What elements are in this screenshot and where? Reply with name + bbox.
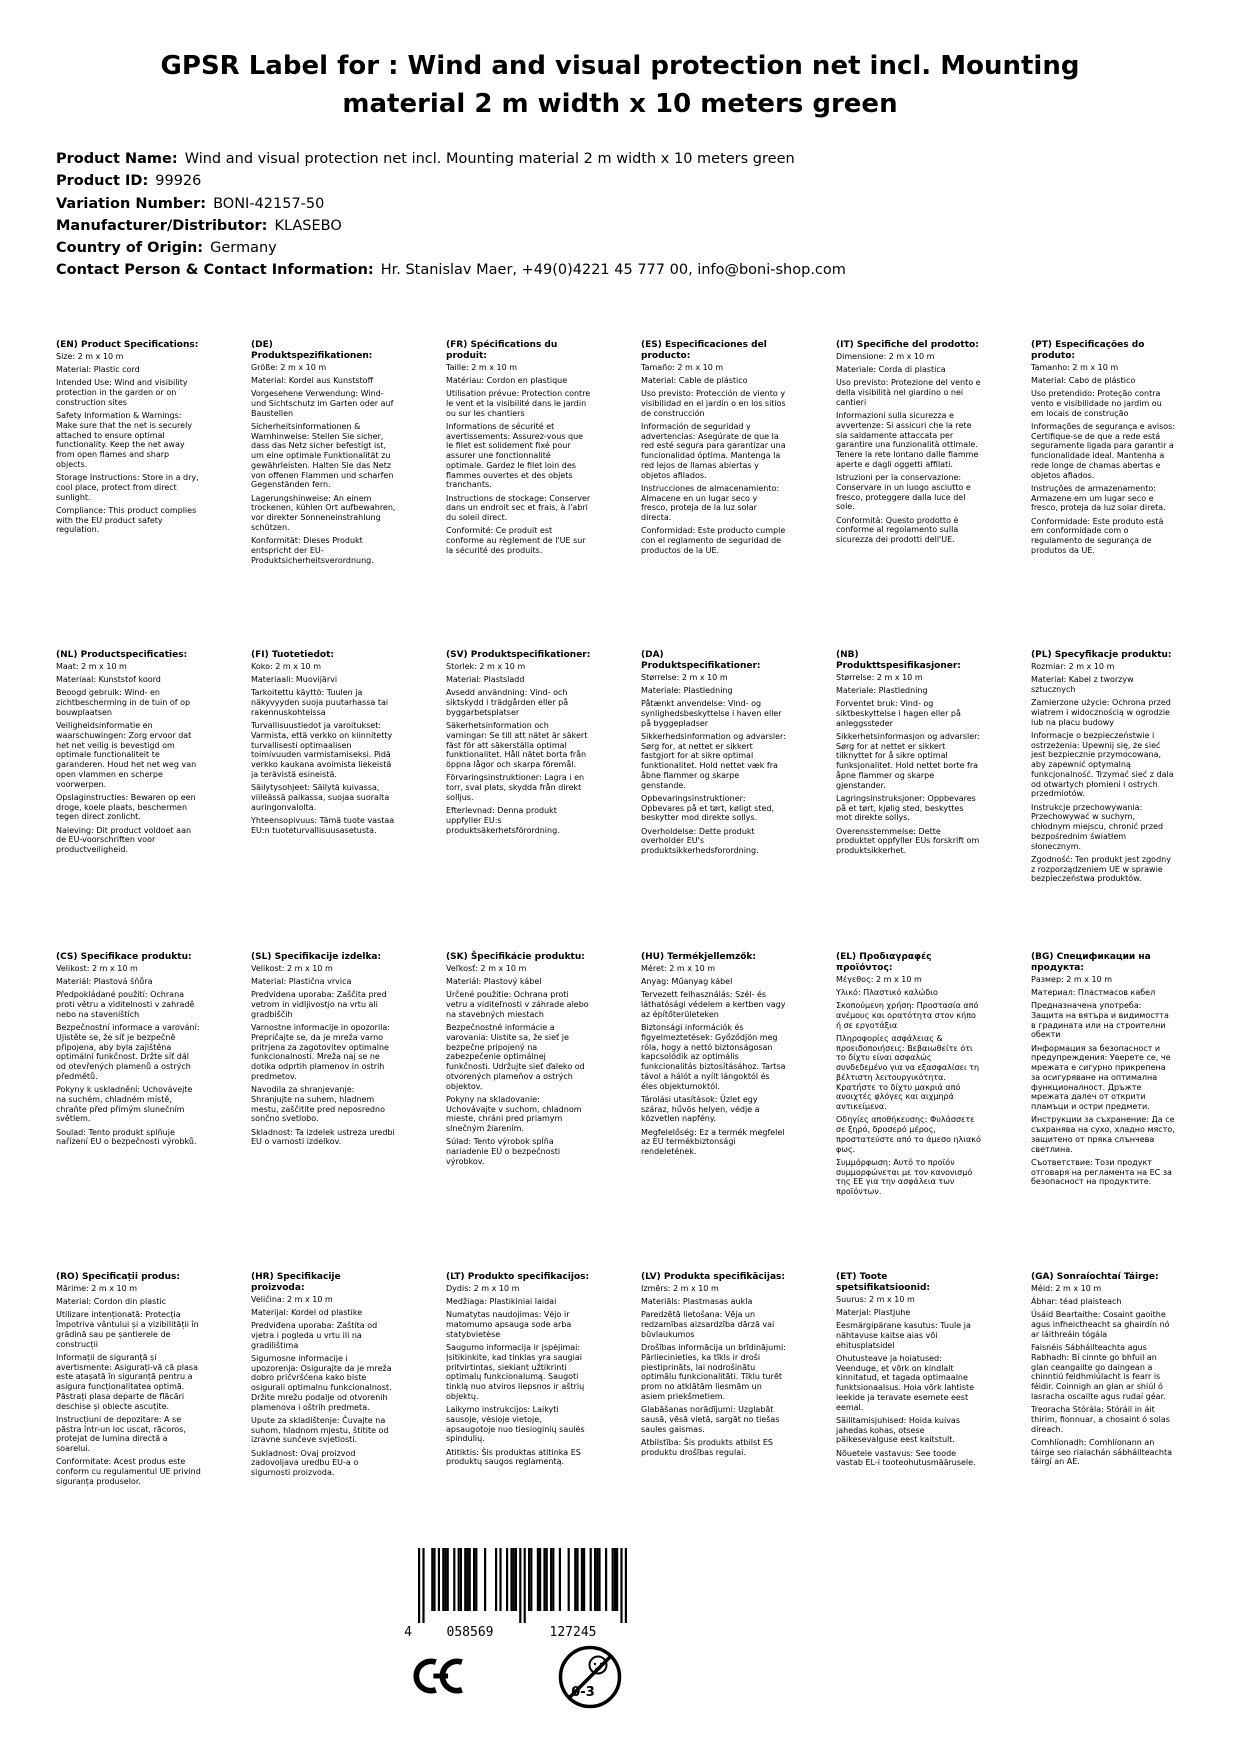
spec-block-ga xyxy=(1031,1272,1176,1471)
spec-paragraph: Materiale: Plastledning xyxy=(641,685,733,695)
spec-title: (GA) Sonraíochtaí Táirge: xyxy=(1031,1272,1159,1282)
barcode-left-digit: 4 xyxy=(404,1625,412,1640)
spec-paragraph: Laikymo instrukcijos: Laikyti sausoje, vėsioje vietoje, apsaugotoje nuo tiesioginių saulės spindulių. xyxy=(446,1405,585,1444)
ce-mark-icon xyxy=(404,1658,466,1698)
spec-paragraph: Utilisation prévue: Protection contre le vent et la visibilité dans le jardin ou sur les chantiers xyxy=(446,389,591,418)
spec-paragraph: Material: Kordel aus Kunststoff xyxy=(251,375,374,385)
spec-paragraph: Storage Instructions: Store in a dry, cool place, protect from direct sunlight. xyxy=(56,473,199,502)
spec-paragraph: Koko: 2 m x 10 m xyxy=(251,661,321,671)
spec-paragraph: Predviđena uporaba: Zaštita od vjetra i pogleda u vrtu ili na gradilištima xyxy=(251,1321,378,1350)
spec-paragraph: Numatytas naudojimas: Vėjo ir matomumo apsauga sode arba statybvietėse xyxy=(446,1310,572,1339)
spec-paragraph: Sikkerhetsinformasjon og advarsler: Sørg for at nettet er sikkert tilknyttet for å sikre optimal funksjonalitet. Hold nettet borte fra åpne flammer og skarpe gjenstander. xyxy=(836,731,980,790)
spec-paragraph: Taille: 2 m x 10 m xyxy=(446,362,518,372)
spec-paragraph: Istruzioni per la conservazione: Conservare in un luogo asciutto e fresco, proteggere dalla luce del sole. xyxy=(836,473,971,512)
spec-paragraph: Vorgesehene Verwendung: Wind- und Sichtschutz im Garten oder auf Baustellen xyxy=(251,389,394,418)
spec-title: (SL) Specifikacije izdelka: xyxy=(251,952,382,962)
spec-block-sl xyxy=(251,952,396,1151)
spec-paragraph: Atbilstība: Šis produkts atbilst ES produktu drošības regulai. xyxy=(641,1437,774,1457)
spec-paragraph: Materiál: Plastová šňůra xyxy=(56,977,153,987)
spec-paragraph: Mărime: 2 m x 10 m xyxy=(56,1283,138,1293)
spec-paragraph: Predvidena uporaba: Zaščita pred vetrom in vidljivostjo na vrtu ali gradbiščih xyxy=(251,990,387,1019)
spec-paragraph: Lagerungshinweise: An einem trockenen, kühlen Ort aufbewahren, vor direkter Sonneneinstrahlung schützen. xyxy=(251,493,396,532)
spec-paragraph: Informations de sécurité et avertissements: Assurez-vous que le filet est solidement fixé pour assurer une fonctionnalité optimale. Gardez le filet loin des flammes ouvertes et des objets tranchants. xyxy=(446,421,584,490)
spec-paragraph: Materiaal: Kunststof koord xyxy=(56,675,161,685)
spec-paragraph: Bezpečnostné informácie a varovania: Uistite sa, že sieť je bezpečne pripojený na zabezpečenie optimálnej funkčnosti. Udržujte sieť ďaleko od otvorených plameňov a ostrých objektov. xyxy=(446,1023,585,1091)
spec-block-el xyxy=(836,952,981,1200)
spec-paragraph: Instrucciones de almacenamiento: Almacene en un lugar seco y fresco, proteja de la luz solar directa. xyxy=(641,483,780,523)
spec-paragraph: Určené použitie: Ochrana proti vetru a viditeľnosti v záhrade alebo na stavebných miestach xyxy=(446,990,589,1019)
spec-paragraph: Avsedd användning: Vind- och siktskydd i trädgården eller på byggarbetsplatser xyxy=(446,688,569,717)
spec-paragraph: Materjal: Plastjuhe xyxy=(836,1307,911,1317)
spec-block-hu xyxy=(641,952,786,1160)
spec-paragraph: Material: Cable de plástico xyxy=(641,375,748,385)
spec-block-sk xyxy=(446,952,591,1170)
spec-paragraph: Instrucțiuni de depozitare: A se păstra într-un loc uscat, răcoros, protejat de lumina directă a soarelui. xyxy=(56,1414,186,1454)
spec-paragraph: Materiał: Kabel z tworzyw sztucznych xyxy=(1031,675,1134,694)
spec-title: (IT) Specifiche del prodotto: xyxy=(836,340,979,350)
spec-paragraph: Påtænkt anvendelse: Vind- og synlighedsbeskyttelse i haven eller på byggepladser xyxy=(641,699,782,728)
spec-row-2 xyxy=(56,650,1176,888)
barcode-group2: 127245 xyxy=(549,1625,597,1640)
spec-paragraph: Förvaringsinstruktioner: Lagra i en torr, sval plats, skydda från direkt solljus. xyxy=(446,773,585,802)
spec-paragraph: Πληροφορίες ασφάλειας & προειδοποιήσεις: Βεβαιωθείτε ότι το δίχτυ είναι ασφαλώς συνδεδεμένο για να εξασφαλίσει τη βέλτιστη λειτουργικότητα. Κρατήστε το δίχτυ μακριά από ανοιχτές φλόγες και αιχμηρά αντικείμενα. xyxy=(836,1033,980,1112)
spec-paragraph: Turvallisuustiedot ja varoitukset: Varmista, että verkko on kiinnitetty turvallisesti optimaalisen toimivuuden varmistamiseksi. Pidä verkko kaukana avoimista liekeistä ja terävistä esineistä. xyxy=(251,721,393,779)
spec-paragraph: Sigurnosne informacije i upozorenja: Osigurajte da je mreža dobro pričvršćena kako biste osigurali optimalnu funkcionalnost. Držite mrežu podalje od otvorenih plamenova i oštrih predmeta. xyxy=(251,1353,392,1412)
spec-paragraph: Nõuetele vastavus: See toode vastab EL-i tooteohutusmäärusele. xyxy=(836,1448,976,1468)
meta-label: Product ID: xyxy=(56,173,149,190)
spec-block-et xyxy=(836,1272,981,1472)
spec-title: (DE) Produktspezifikationen: xyxy=(251,340,373,361)
spec-paragraph: Opbevaringsinstruktioner: Opbevares på et tørt, køligt sted, beskytter mod direkte sollys. xyxy=(641,793,775,823)
spec-block-lv xyxy=(641,1272,786,1461)
spec-paragraph: Faisnéis Sábháilteachta agus Rabhadh: Bí cinnte go bhfuil an glan ceangailte go daingean a chinntiú feidhmiúlacht is fearr is féidir. Coinnigh an glan ar shiúl ó lasracha oscailte agus rudaí géar. xyxy=(1031,1343,1166,1401)
spec-paragraph: Materiál: Plastový kábel xyxy=(446,977,542,987)
spec-block-pl xyxy=(1031,650,1176,888)
spec-title: (FR) Spécifications du produit: xyxy=(446,340,558,361)
meta-value: Hr. Stanislav Maer, +49(0)4221 45 777 00, info@boni-shop.com xyxy=(380,262,846,279)
meta-label: Product Name: xyxy=(56,151,178,167)
spec-title: (NL) Productspecificaties: xyxy=(56,650,188,660)
spec-title: (NB) Produkttspesifikasjoner: xyxy=(836,650,961,671)
spec-paragraph: Medžiaga: Plastikiniai laidai xyxy=(446,1297,557,1307)
spec-paragraph: Uso pretendido: Proteção contra vento e visibilidade no jardim ou em locais de construção xyxy=(1031,389,1162,418)
meta-label: Manufacturer/Distributor: xyxy=(56,217,268,234)
spec-block-hr xyxy=(251,1272,396,1481)
meta-value: Wind and visual protection net incl. Mounting material 2 m width x 10 meters green xyxy=(184,151,795,167)
spec-block-it xyxy=(836,340,981,548)
spec-paragraph: Izmērs: 2 m x 10 m xyxy=(641,1283,719,1293)
spec-paragraph: Informacje o bezpieczeństwie i ostrzeżenia: Upewnij się, że sieć jest bezpiecznie przymocowana, aby zapewnić optymalną funkcjonalność. Trzymać sieć z dala od otwartych płomieni i ostrych przedmiotów. xyxy=(1031,730,1174,799)
spec-paragraph: Ohutusteave ja hoiatused: Veenduge, et võrk on kindlalt kinnitatud, et tagada optimaalne funktsionaalsus. Hoia võrk lahtiste leekide ja teravate esemete eest eemal. xyxy=(836,1353,975,1412)
spec-title: (CS) Specifikace produktu: xyxy=(56,952,192,962)
spec-paragraph: Veľkosť: 2 m x 10 m xyxy=(446,963,527,973)
spec-paragraph: Velikost: 2 m x 10 m xyxy=(56,963,138,973)
spec-paragraph: Eesmärgipärane kasutus: Tuule ja nähtavuse kaitse aias või ehitusplatsidel xyxy=(836,1321,971,1350)
barcode-group1: 058569 xyxy=(446,1625,494,1640)
spec-paragraph: Tamaño: 2 m x 10 m xyxy=(641,362,724,372)
spec-paragraph: Atitiktis: Šis produktas atitinka ES produktų saugos reglamentą. xyxy=(446,1447,581,1467)
spec-title: (ET) Toote spetsifikatsioonid: xyxy=(836,1272,931,1293)
spec-block-ro xyxy=(56,1272,201,1490)
spec-paragraph: Υλικό: Πλαστικό καλώδιο xyxy=(836,987,938,997)
page-title: GPSR Label for : Wind and visual protection net incl. Mounting material 2 m width x 10 meters green xyxy=(160,51,1080,119)
spec-paragraph: Material: Plastična vrvica xyxy=(251,977,352,987)
spec-paragraph: Varnostne informacije in opozorila: Prepričajte se, da je mreža varno pritrjena za zagotovitev optimalne funkcionalnosti. Mreža naj se ne dotika odprtih plamenov in ostrih predmetov. xyxy=(251,1023,390,1081)
spec-paragraph: Konformität: Dieses Produkt entspricht der EU-Produktsicherheitsverordnung. xyxy=(251,536,374,565)
spec-paragraph: Информация за безопасност и предупреждения: Уверете се, че мрежата е сигурно прикрепена за осигуряване на оптимална функционалност. Дръжте мрежата далеч от открити пламъци и остри предмети. xyxy=(1031,1043,1171,1112)
spec-paragraph: Conformitate: Acest produs este conform cu regulamentul UE privind siguranța produselor. xyxy=(56,1457,201,1486)
spec-paragraph: Anyag: Műanyag kábel xyxy=(641,977,733,987)
spec-title: (BG) Спецификации на продукта: xyxy=(1031,952,1151,973)
spec-paragraph: Comhlíonadh: Comhlíonann an táirge seo rialachán sábháilteachta táirgí an AE. xyxy=(1031,1437,1173,1467)
meta-contact xyxy=(56,259,1156,281)
spec-paragraph: Размер: 2 m x 10 m xyxy=(1031,974,1113,984)
spec-paragraph: Forventet bruk: Vind- og siktbeskyttelse i hagen eller på anleggssteder xyxy=(836,699,961,728)
spec-paragraph: Suurus: 2 m x 10 m xyxy=(836,1294,915,1304)
spec-paragraph: Navodila za shranjevanje: Shranjujte na suhem, hladnem mestu, zaščitite pred neposredno sončno svetlobo. xyxy=(251,1085,385,1124)
spec-paragraph: Zamierzone użycie: Ochrona przed wiatrem i widocznością w ogrodzie lub na placu budowy xyxy=(1031,698,1171,727)
spec-title: (ES) Especificaciones del producto: xyxy=(641,340,767,361)
spec-paragraph: Velikost: 2 m x 10 m xyxy=(251,963,333,973)
spec-paragraph: Tarkoitettu käyttö: Tuulen ja näkyvyyden suoja puutarhassa tai rakennuskohteissa xyxy=(251,688,389,717)
spec-paragraph: Treoracha Stórála: Stóráil in áit thirim, fionnuar, a chosaint ó solas díreach. xyxy=(1031,1405,1170,1434)
spec-paragraph: Størrelse: 2 m x 10 m xyxy=(836,672,923,682)
spec-paragraph: Maat: 2 m x 10 m xyxy=(56,661,127,671)
spec-block-es xyxy=(641,340,786,559)
ean-barcode xyxy=(402,1548,642,1640)
meta-label: Country of Origin: xyxy=(56,240,204,257)
spec-paragraph: Informazioni sulla sicurezza e avvertenze: Si assicuri che la rete sia saldamente attaccata per garantire una funzionalità ottimale. Tenere la rete lontano dalle fiamme aperte e dagli oggetti affilati. xyxy=(836,411,979,469)
spec-block-da xyxy=(641,650,786,859)
spec-title: (PT) Especificações do produto: xyxy=(1031,340,1145,361)
spec-paragraph: Material: Cordon din plastic xyxy=(56,1297,166,1307)
spec-paragraph: Предназначена употреба: Защита на вятъра и видимостта в градината или на строителни обекти xyxy=(1031,1001,1169,1040)
meta-manufacturer xyxy=(56,215,1156,237)
meta-value: Germany xyxy=(210,240,277,257)
spec-block-nl xyxy=(56,650,201,858)
spec-paragraph: Instruções de armazenamento: Armazene em um lugar seco e fresco, proteja da luz solar direta. xyxy=(1031,483,1166,513)
spec-paragraph: Úsáid Beartaithe: Cosaint gaoithe agus infheictheacht sa ghairdín nó ar láithreáin tógála xyxy=(1031,1310,1170,1339)
spec-paragraph: Informații de siguranță și avertismente: Asigurați-vă că plasa este atașată în siguranță pentru a asigura funcționalitatea optimă. Păstrați plasa departe de flăcări deschise și obiecte ascuțite. xyxy=(56,1352,198,1411)
spec-paragraph: Dydis: 2 m x 10 m xyxy=(446,1283,520,1293)
spec-paragraph: Glabāšanas norādījumi: Uzglabāt sausā, vēsā vietā, sargāt no tiešas saules gaismas. xyxy=(641,1405,780,1434)
spec-title: (LV) Produkta specifikācijas: xyxy=(641,1272,785,1282)
spec-paragraph: Předpokládané použití: Ochrana proti větru a viditelnosti v zahradě nebo na staveništích xyxy=(56,990,195,1019)
spec-paragraph: Material: Plastic cord xyxy=(56,365,140,375)
spec-paragraph: Οδηγίες αποθήκευσης: Φυλάσσετε σε ξηρό, δροσερό μέρος, προστατεύστε από το άμεσο ηλιακό φως. xyxy=(836,1115,981,1154)
spec-block-lt xyxy=(446,1272,591,1471)
spec-paragraph: Sikkerhedsinformation og advarsler: Sørg for, at nettet er sikkert fastgjort for at sikre optimal funktionalitet. Hold nettet væk fra åbne flammer og skarpe genstande. xyxy=(641,731,786,790)
spec-block-de xyxy=(251,340,396,569)
spec-block-sv xyxy=(446,650,591,839)
spec-paragraph: Storlek: 2 m x 10 m xyxy=(446,661,526,671)
spec-title: (HR) Specifikacije proizvoda: xyxy=(251,1272,341,1293)
spec-paragraph: Materijal: Kordel od plastike xyxy=(251,1307,363,1317)
spec-paragraph: Méret: 2 m x 10 m xyxy=(641,963,715,973)
spec-paragraph: Lagringsinstruksjoner: Oppbevares på et tørt, kjølig sted, beskyttes mot direkte sollys. xyxy=(836,793,976,823)
spec-paragraph: Instrukcje przechowywania: Przechowywać w suchym, chłodnym miejscu, chronić przed bezpośrednim światłem słonecznym. xyxy=(1031,802,1164,851)
spec-paragraph: Material: Cabo de plástico xyxy=(1031,375,1136,385)
spec-row-4 xyxy=(56,1272,1176,1490)
spec-paragraph: Størrelse: 2 m x 10 m xyxy=(641,672,728,682)
spec-title: (LT) Produkto specifikacijos: xyxy=(446,1272,590,1282)
spec-paragraph: Материал: Пластмасов кабел xyxy=(1031,987,1156,997)
spec-paragraph: Saugumo informacija ir įspėjimai: Įsitikinkite, kad tinklas yra saugiai pritvirtintas, siekiant užtikrinti optimalų funkcionalumą. Saugoti tinklą nuo atviros liepsnos ir aštrių objektų. xyxy=(446,1343,585,1401)
spec-paragraph: Méid: 2 m x 10 m xyxy=(1031,1283,1102,1293)
spec-paragraph: Soulad: Tento produkt splňuje nařízení EU o bezpečnosti výrobků. xyxy=(56,1127,197,1147)
spec-paragraph: Beoogd gebruik: Wind- en zichtbescherming in de tuin of op bouwplaatsen xyxy=(56,688,191,717)
spec-paragraph: Instructions de stockage: Conserver dans un endroit sec et frais, à l'abri du soleil direct. xyxy=(446,493,591,523)
spec-paragraph: Biztonsági információk és figyelmeztetések: Győződjön meg róla, hogy a nettó biztonságosan kapcsolódik az optimális funkcionalitás biztosításához. Tartsa távol a hálót a nyílt lángoktól és éles objektumoktól. xyxy=(641,1023,786,1091)
spec-paragraph: Säilitamisjuhised: Hoida kuivas jahedas kohas, otsese päikesevalguse eest kaitstult. xyxy=(836,1415,961,1445)
spec-paragraph: Utilizare intenționată: Protecția împotriva vântului și a vizibilității în grădină sau pe șantierele de construcții xyxy=(56,1310,199,1349)
spec-paragraph: Overholdelse: Dette produkt overholder EU's produktsikkerhedsforordning. xyxy=(641,826,759,856)
spec-paragraph: Pokyny na skladovanie: Uchovávajte v suchom, chladnom mieste, chráni pred priamym slnečným žiarením. xyxy=(446,1094,582,1134)
spec-paragraph: Veiligheidsinformatie en waarschuwingen: Zorg ervoor dat het net veilig is bevestigd om optimale functionaliteit te garanderen. Houd het net weg van open vlammen en scherpe voorwerpen. xyxy=(56,721,197,789)
age-warning-text: 0-3 xyxy=(571,1685,595,1700)
spec-title: (DA) Produktspecifikationer: xyxy=(641,650,761,671)
spec-paragraph: Bezpečnostní informace a varování: Ujistěte se, že síť je bezpečně připojena, aby byla zajištěna optimální funkčnost. Držte síť dál od otevřených plamenů a ostrých předmětů. xyxy=(56,1023,200,1081)
spec-paragraph: Conformidad: Este producto cumple con el reglamento de seguridad de productos de la UE. xyxy=(641,526,786,555)
spec-paragraph: Naleving: Dit product voldoet aan de EU-voorschriften voor productveiligheid. xyxy=(56,825,192,855)
meta-product-name xyxy=(56,148,1156,170)
spec-paragraph: Tervezett felhasználás: Szél- és láthatósági védelem a kertben vagy az építőterületeken xyxy=(641,990,786,1019)
spec-paragraph: Säilytysohjeet: Säilytä kuivassa, viileässä paikassa, suojaa suoralta auringonvalolta. xyxy=(251,783,390,812)
spec-title: (FI) Tuotetiedot: xyxy=(251,650,335,660)
spec-paragraph: Materiale: Corda di plastica xyxy=(836,365,946,375)
spec-paragraph: Megfelelőség: Ez a termék megfelel az EU termékbiztonsági rendeletének. xyxy=(641,1127,785,1157)
spec-paragraph: Compliance: This product complies with the EU product safety regulation. xyxy=(56,505,197,535)
meta-value: KLASEBO xyxy=(274,217,342,234)
spec-paragraph: Tárolási utasítások: Üzlet egy száraz, hűvös helyen, védje a közvetlen napfény. xyxy=(641,1094,760,1124)
spec-paragraph: Materiale: Plastledning xyxy=(836,685,928,695)
spec-row-1 xyxy=(56,340,1176,569)
spec-paragraph: Opslaginstructies: Bewaren op een droge, koele plaats, beschermen tegen direct zonlicht. xyxy=(56,792,196,822)
spec-paragraph: Conformidade: Este produto está em conformidade com o regulamento de segurança de produtos da UE. xyxy=(1031,516,1164,555)
meta-variation-number xyxy=(56,193,1156,215)
spec-paragraph: Sukladnost: Ovaj proizvod zadovoljava uredbu EU-a o sigurnosti proizvoda. xyxy=(251,1448,359,1478)
spec-paragraph: Información de seguridad y advertencias: Asegúrate de que la red esté segura para garantizar una funcionalidad óptima. Mantenga la red lejos de llamas abiertas y objetos afilados. xyxy=(641,421,786,480)
meta-value: BONI-42157-50 xyxy=(213,195,325,212)
spec-paragraph: Veličina: 2 m x 10 m xyxy=(251,1294,333,1304)
spec-paragraph: Conformità: Questo prodotto è conforme al regolamento sulla sicurezza dei prodotti dell'UE. xyxy=(836,515,959,545)
spec-paragraph: Säkerhetsinformation och varningar: Se till att nätet är säkert fäst för att säkerställa optimal funktionalitet. Håll nätet borta från öppna lågor och skarpa föremål. xyxy=(446,721,588,770)
spec-paragraph: Σκοπούμενη χρήση: Προστασία από ανέμους και ορατότητα στον κήπο ή σε εργοτάξια xyxy=(836,1001,979,1030)
barcode-bars xyxy=(418,1548,627,1623)
spec-block-en xyxy=(56,340,201,539)
spec-paragraph: Инструкции за съхранение: Да се съхранява на сухо, хладно място, защитено от пряка слънчева светлина. xyxy=(1031,1115,1175,1154)
spec-title: (SK) Špecifikácie produktu: xyxy=(446,952,585,962)
spec-paragraph: Съответствие: Този продукт отговаря на регламента на ЕС за безопасност на продуктите. xyxy=(1031,1157,1172,1187)
spec-paragraph: Matériau: Cordon en plastique xyxy=(446,375,568,385)
spec-paragraph: Informações de segurança e avisos: Certifique-se de que a rede está seguramente ligada para garantir a funcionalidade ideal. Mantenha a rede longe de chamas abertas e objetos afiados. xyxy=(1031,421,1176,480)
spec-paragraph: Size: 2 m x 10 m xyxy=(56,351,124,361)
meta-country-of-origin xyxy=(56,237,1156,259)
spec-paragraph: Intended Use: Wind and visibility protection in the garden or on construction sites xyxy=(56,378,188,407)
spec-paragraph: Skladnost: Ta izdelek ustreza uredbi EU o varnosti izdelkov. xyxy=(251,1127,395,1147)
spec-paragraph: Dimensione: 2 m x 10 m xyxy=(836,351,935,361)
spec-row-3 xyxy=(56,952,1176,1200)
spec-paragraph: Tamanho: 2 m x 10 m xyxy=(1031,362,1119,372)
meta-product-id xyxy=(56,170,1156,192)
meta-value: 99926 xyxy=(155,173,202,190)
spec-paragraph: Efterlevnad: Denna produkt uppfyller EU:s produktsäkerhetsförordning. xyxy=(446,806,560,835)
spec-paragraph: Zgodność: Ten produkt jest zgodny z rozporządzeniem UE w sprawie bezpieczeństwa produktów. xyxy=(1031,854,1171,884)
spec-title: (EN) Product Specifications: xyxy=(56,340,199,350)
meta-label: Contact Person & Contact Information: xyxy=(56,262,374,279)
spec-paragraph: Overensstemmelse: Dette produktet oppfyller EUs forskrift om produktsikkerhet. xyxy=(836,826,980,856)
spec-block-cs xyxy=(56,952,201,1151)
spec-paragraph: Sicherheitsinformationen & Warnhinweise: Stellen Sie sicher, dass das Netz sicher befestigt ist, um eine optimale Funktionalität zu gewährleisten. Halten Sie das Netz von offenen Flammen und scharfen Gegenständen fern. xyxy=(251,421,394,490)
spec-paragraph: Material: Plastsladd xyxy=(446,675,525,685)
spec-paragraph: Súlad: Tento výrobok spĺňa nariadenie EÚ o bezpečnosti výrobkov. xyxy=(446,1137,561,1166)
spec-title: (HU) Termékjellemzők: xyxy=(641,952,757,962)
spec-block-pt xyxy=(1031,340,1176,559)
spec-paragraph: Ábhar: téad plaisteach xyxy=(1031,1297,1122,1307)
spec-paragraph: Paredzētā lietošana: Vēja un redzamības aizsardzība dārzā vai būvlaukumos xyxy=(641,1310,775,1339)
spec-paragraph: Pokyny k uskladnění: Uchovávejte na suchém, chladném místě, chraňte před přímým slunečním světlem. xyxy=(56,1085,193,1124)
spec-block-nb xyxy=(836,650,981,859)
spec-paragraph: Safety Information & Warnings: Make sure that the net is securely attached to ensure optimal functionality. Keep the net away from open flames and sharp objects. xyxy=(56,411,193,469)
meta-label: Variation Number: xyxy=(56,195,207,212)
spec-block-fr xyxy=(446,340,591,559)
spec-paragraph: Conformité: Ce produit est conforme au règlement de l'UE sur la sécurité des produits. xyxy=(446,526,586,555)
age-warning-0-3-icon xyxy=(557,1644,623,1714)
spec-paragraph: Συμμόρφωση: Αυτό το προϊόν συμμορφώνεται με τον κανονισμό της ΕΕ για την ασφάλεια των προϊόντων. xyxy=(836,1157,973,1197)
spec-block-fi xyxy=(251,650,396,839)
spec-title: (EL) Προδιαγραφές προϊόντος: xyxy=(836,952,932,973)
spec-title: (PL) Specyfikacje produktu: xyxy=(1031,650,1172,660)
spec-paragraph: Upute za skladištenje: Čuvajte na suhom, hladnom mjestu, štitite od izravne sunčeve svjetlosti. xyxy=(251,1415,389,1445)
spec-paragraph: Materiāls: Plastmasas aukla xyxy=(641,1297,753,1307)
spec-paragraph: Uso previsto: Protezione del vento e della visibilità nel giardino o nei cantieri xyxy=(836,378,981,407)
spec-title: (RO) Specificații produs: xyxy=(56,1272,180,1282)
spec-paragraph: Größe: 2 m x 10 m xyxy=(251,362,327,372)
spec-paragraph: Materiaali: Muovijärvi xyxy=(251,675,338,685)
spec-paragraph: Μέγεθος: 2 m x 10 m xyxy=(836,974,922,984)
spec-paragraph: Yhteensopivuus: Tämä tuote vastaa EU:n tuoteturvallisuusasetusta. xyxy=(251,815,395,835)
spec-block-bg xyxy=(1031,952,1176,1191)
spec-paragraph: Rozmiar: 2 m x 10 m xyxy=(1031,661,1115,671)
product-meta xyxy=(56,148,1156,282)
spec-title: (SV) Produktspecifikationer: xyxy=(446,650,591,660)
spec-paragraph: Drošības informācija un brīdinājumi: Pārliecinieties, ka tīkls ir droši piestiprināts, lai nodrošinātu optimālu funkcionalitāti. Tīklu turēt prom no atklātām liesmām un asiem priekšmetiem. xyxy=(641,1343,786,1401)
spec-paragraph: Uso previsto: Protección de viento y visibilidad en el jardín o en los sitios de construcción xyxy=(641,389,786,418)
